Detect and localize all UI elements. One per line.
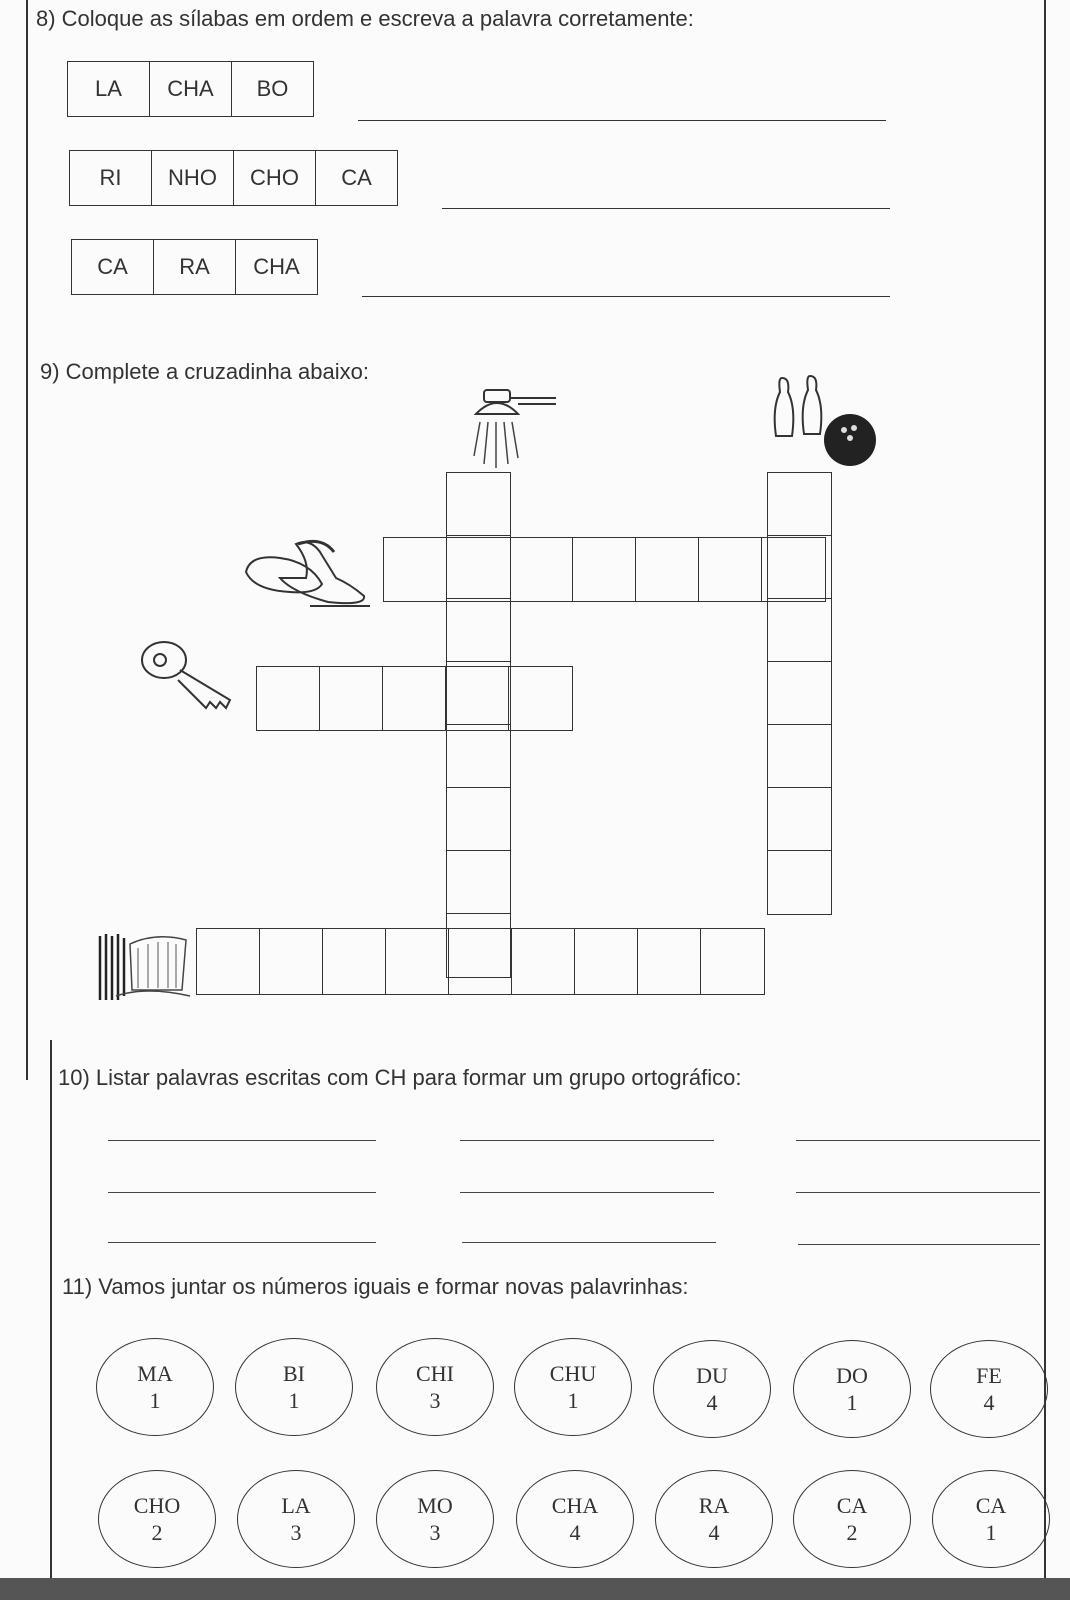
syllable-oval	[930, 1340, 1048, 1438]
word-line[interactable]	[796, 1140, 1040, 1141]
crossword-cell[interactable]	[384, 538, 447, 601]
oval-syllable: MO	[417, 1493, 453, 1518]
oval-syllable: LA	[281, 1493, 311, 1518]
syllable-box: RI	[70, 151, 152, 205]
oval-syllable: CA	[975, 1493, 1007, 1518]
syllable-oval	[98, 1470, 216, 1568]
syllable-box: CA	[341, 165, 372, 190]
syllable-oval	[96, 1338, 214, 1436]
key-icon	[138, 638, 238, 716]
crossword-cell[interactable]	[447, 473, 510, 536]
oval-number: 2	[151, 1520, 163, 1545]
page-border-right	[1044, 0, 1046, 1600]
oval-syllable: CHI	[416, 1361, 454, 1386]
question-10-title: 10) Listar palavras escritas com CH para formar um grupo ortográfico:	[58, 1065, 742, 1090]
oval-number: 1	[846, 1390, 858, 1415]
crossword-cell[interactable]	[447, 599, 510, 662]
crossword-cell[interactable]	[768, 788, 831, 851]
oval-number: 3	[429, 1388, 441, 1413]
answer-line-3[interactable]	[362, 296, 890, 297]
syllable-box: CHO	[234, 151, 316, 205]
crossword-cell[interactable]	[320, 667, 383, 730]
crossword-cell[interactable]	[386, 929, 449, 994]
answer-line-1[interactable]	[358, 120, 886, 121]
question-9-title: 9) Complete a cruzadinha abaixo:	[40, 359, 369, 384]
oval-syllable: CA	[836, 1493, 868, 1518]
crossword-cell[interactable]	[510, 538, 573, 601]
crossword-cell[interactable]	[509, 667, 572, 730]
bowling-icon	[770, 374, 880, 468]
crossword-cell[interactable]	[447, 851, 510, 914]
crossword-cell[interactable]	[512, 929, 575, 994]
crossword-cell[interactable]	[323, 929, 386, 994]
crossword-cell[interactable]	[701, 929, 764, 994]
syllable-oval	[793, 1470, 911, 1568]
syllable-box: CHA	[253, 254, 300, 279]
crossword-cell[interactable]	[260, 929, 323, 994]
syllable-row-2	[69, 150, 398, 206]
word-line[interactable]	[460, 1140, 714, 1141]
oval-syllable: CHO	[133, 1493, 181, 1518]
syllable-box: NHO	[152, 151, 234, 205]
syllable-row-1	[67, 61, 314, 117]
oval-number: 4	[569, 1520, 581, 1545]
waterfall-icon	[96, 930, 194, 1004]
crossword-cell[interactable]	[636, 538, 699, 601]
crossword-cell[interactable]	[447, 788, 510, 851]
oval-number: 4	[706, 1390, 718, 1415]
oval-number: 2	[846, 1520, 858, 1545]
crossword-cell[interactable]	[573, 538, 636, 601]
word-line[interactable]	[108, 1192, 376, 1193]
syllable-oval	[514, 1338, 632, 1436]
oval-syllable: MA	[137, 1361, 173, 1386]
page-border-left-lower	[50, 1040, 52, 1580]
oval-number: 3	[429, 1520, 441, 1545]
crossword-cell[interactable]	[638, 929, 701, 994]
syllable-row-3	[71, 239, 318, 295]
oval-syllable: FE	[976, 1363, 1002, 1388]
sandal-icon	[240, 532, 374, 608]
word-line[interactable]	[798, 1244, 1040, 1245]
oval-syllable: DU	[696, 1363, 728, 1388]
crossword-cell[interactable]	[768, 725, 831, 788]
syllable-box: CA	[72, 240, 154, 294]
crossword-cell[interactable]	[768, 473, 831, 536]
crossword-across-sandal	[383, 537, 826, 602]
crossword-cell[interactable]	[447, 725, 510, 788]
crossword-cell[interactable]	[768, 599, 831, 662]
crossword-cell[interactable]	[447, 538, 510, 601]
crossword-cell[interactable]	[197, 929, 260, 994]
syllable-box: CHA	[150, 62, 232, 116]
oval-number: 1	[985, 1520, 997, 1545]
word-line[interactable]	[108, 1140, 376, 1141]
word-line[interactable]	[796, 1192, 1040, 1193]
crossword-across-waterfall	[196, 928, 765, 995]
syllable-oval	[932, 1470, 1050, 1568]
crossword-cell[interactable]	[768, 851, 831, 914]
crossword-cell[interactable]	[446, 667, 509, 730]
word-line[interactable]	[460, 1192, 714, 1193]
syllable-oval	[793, 1340, 911, 1438]
question-11-title: 11) Vamos juntar os números iguais e formar novas palavrinhas:	[62, 1274, 689, 1299]
scan-bottom-edge	[0, 1578, 1070, 1600]
word-line[interactable]	[108, 1242, 376, 1243]
oval-syllable: CHU	[549, 1361, 597, 1386]
oval-syllable: BI	[283, 1361, 305, 1386]
oval-number: 1	[288, 1388, 300, 1413]
syllable-box: BO	[256, 76, 289, 101]
question-8-title: 8) Coloque as sílabas em ordem e escreva a palavra corretamente:	[36, 6, 694, 31]
crossword-cell[interactable]	[383, 667, 446, 730]
syllable-oval	[376, 1470, 494, 1568]
syllable-oval	[653, 1340, 771, 1438]
syllable-oval	[237, 1470, 355, 1568]
oval-number: 3	[290, 1520, 302, 1545]
word-line[interactable]	[462, 1242, 716, 1243]
oval-syllable: RA	[698, 1493, 730, 1518]
syllable-oval	[655, 1470, 773, 1568]
oval-number: 1	[567, 1388, 579, 1413]
oval-number: 4	[708, 1520, 720, 1545]
crossword-cell[interactable]	[449, 929, 512, 994]
crossword-cell[interactable]	[762, 538, 825, 601]
crossword-cell[interactable]	[699, 538, 762, 601]
answer-line-2[interactable]	[442, 208, 890, 209]
crossword-cell[interactable]	[768, 662, 831, 725]
oval-number: 4	[983, 1390, 995, 1415]
oval-syllable: DO	[836, 1363, 868, 1388]
crossword-cell[interactable]	[575, 929, 638, 994]
crossword-across-key	[256, 666, 573, 731]
syllable-box: RA	[154, 240, 236, 294]
oval-number: 1	[149, 1388, 161, 1413]
syllable-oval	[235, 1338, 353, 1436]
syllable-box: LA	[68, 62, 150, 116]
crossword-cell[interactable]	[257, 667, 320, 730]
syllable-oval	[376, 1338, 494, 1436]
oval-syllable: CHA	[551, 1493, 599, 1518]
syllable-oval	[516, 1470, 634, 1568]
page-border-left	[26, 0, 28, 1080]
shower-icon	[470, 386, 560, 472]
